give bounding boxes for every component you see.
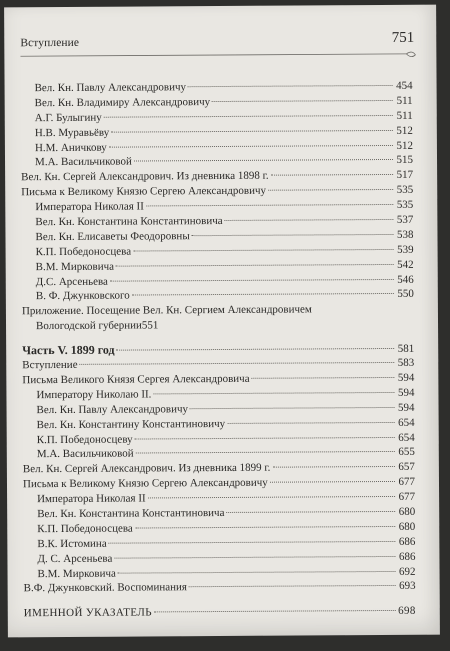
toc-entry-page: 654 [398,431,415,444]
toc-entry-page: 677 [398,476,416,489]
toc-entry-page: 680 [398,520,416,533]
toc-entry-index [24,604,416,621]
header-rule-ornament [20,51,416,61]
toc-entry-title: А.Г. Булыгину [34,111,102,124]
toc-leader-dots [110,279,394,282]
toc-leader-dots [271,174,393,176]
toc-entry-page: 535 [396,198,414,212]
toc-entry-title: Вел. Кн. Константина Константиновича [37,506,225,521]
toc-entry-title-cont: Вологодской губернии [35,319,142,333]
toc-entry-title: Д.С. Арсеньева [35,275,108,288]
toc-leader-dots [104,115,393,118]
toc-entry-page: 692 [398,565,416,578]
toc-entry-page: 654 [398,416,415,429]
toc-entry-page: 594 [397,371,415,384]
toc-leader-dots [132,293,394,296]
toc-leader-dots [272,466,394,468]
toc-leader-dots [118,570,396,573]
toc-leader-dots [148,496,395,499]
toc-leader-dots [252,377,395,379]
toc-entry-title: В.М. Мирковича [37,567,116,580]
toc-entry-title: В.Ф. Джунковский. Воспоминания [23,581,187,595]
toc-leader-dots [134,159,393,162]
toc-entry-page: 655 [398,446,415,459]
toc-entry-title: Вел. Кн. Владимиру Александровичу [34,95,211,110]
toc-entry-page: 515 [396,154,414,167]
toc-entry-title: Вел. Кн. Сергей Александрович. Из дневника 1898 г. [21,170,269,184]
toc-entry-title: В.К. Истомина [37,537,107,550]
toc-entry-title: Вел. Кн. Константина Константиновича [35,215,223,229]
toc-entry-page: 657 [398,461,415,474]
toc-entry-page: 594 [397,386,415,399]
toc-entry-page: 511 [396,94,413,107]
toc-leader-dots [135,436,395,439]
toc-entry-title: Вступление [22,358,78,372]
toc-entry-title: Императору Николаю II. [36,388,152,401]
toc-entry-page: 517 [396,169,414,182]
toc-entry-title: Императора Николая II [37,492,146,506]
toc-entry-page: 511 [396,109,413,122]
toc-entry-title: Императора Николая II [35,200,144,214]
toc-entry-page: 538 [396,228,414,241]
toc-leader-dots [153,392,394,394]
index-page: 698 [398,605,416,618]
toc-entry-page: 454 [396,79,413,92]
toc-entry-page: 677 [398,490,416,504]
toc-leader-dots [270,481,395,483]
toc-entry-page: 550 [397,288,414,301]
toc-leader-dots [154,610,396,612]
toc-entry-title: Приложение. Посещение Вел. Кн. Сергием Александровичем [21,303,312,318]
toc-entry-page: 535 [396,184,414,197]
toc-entry-title: Письма к Великому Князю Сергею Александровичу [21,184,267,199]
toc-leader-dots [212,100,393,102]
toc-leader-dots [135,526,395,529]
toc-section-part5 [22,356,415,597]
toc-leader-dots [146,204,393,207]
toc-entry-appendix [22,302,414,334]
toc-leader-dots [226,511,395,513]
toc-leader-dots [192,234,394,236]
toc-entry-page: 512 [396,124,413,137]
toc-entry-page: 551 [141,319,159,332]
toc-entry-title: Письма к Великому Князю Сергею Александровичу [22,476,268,491]
toc-entry-page: 546 [397,273,414,286]
toc-entry-title: Вел. Кн. Сергей Александрович. Из дневника 1899 г. [22,462,271,476]
toc-entry-page: 583 [397,356,415,369]
toc-leader-dots [188,85,393,87]
part-title: Часть V. 1899 год [22,342,115,358]
toc-entry-page: 594 [397,401,415,414]
toc-leader-dots [80,362,395,365]
toc-entry [24,579,416,596]
toc-leader-dots [225,219,394,221]
toc-leader-dots [190,407,395,409]
table-of-contents [21,79,416,622]
toc-entry-title: М.А. Васильчиковой [34,156,132,169]
index-title: ИМЕННОЙ УКАЗАТЕЛЬ [23,606,152,620]
toc-entry-page: 686 [398,535,416,548]
toc-entry-title: Вел. Кн. Павлу Александровичу [34,81,187,95]
toc-leader-dots [109,541,396,544]
toc-entry-title: Д. С. Арсеньева [37,552,113,565]
toc-entry-title: Н.В. Муравьёву [34,126,110,139]
toc-leader-dots [114,556,395,559]
toc-entry-page: 512 [396,139,413,152]
toc-leader-dots [189,585,396,587]
running-header [20,25,416,61]
part-page: 581 [397,342,415,356]
toc-entry-title: В. Ф. Джунковского [35,290,130,303]
toc-leader-dots [117,348,395,351]
toc-entry-page: 539 [397,243,414,256]
toc-entry-title: В.М. Мирковича [35,260,115,273]
toc-leader-dots [116,264,394,267]
toc-entry-title: Вел. Кн. Елисаветы Феодоровны [35,230,190,244]
toc-entry-page: 542 [397,258,414,271]
toc-leader-dots [227,422,395,424]
toc-entry-title: К.П. Победоносцева [37,522,133,535]
toc-entry-page: 693 [399,580,416,593]
toc-entry-title: Вел. Кн. Константину Константиновичу [36,417,226,431]
toc-entry-title: Вел. Кн. Павлу Александровичу [36,402,189,416]
toc-leader-dots [268,189,393,191]
toc-leader-dots [133,249,393,252]
toc-entry-page: 680 [398,505,416,518]
toc-entry-title: М.А. Васильчиковой [36,447,134,461]
toc-entry-title: Н.М. Аничкову [34,141,107,154]
book-page [4,5,440,638]
toc-leader-dots [109,145,393,148]
toc-leader-dots [136,451,395,454]
toc-entry-page: 686 [398,550,416,563]
header-section-title: Вступление [20,36,80,50]
toc-entry-title: К.П. Победоносцеву [36,433,133,446]
header-page-number: 751 [391,29,415,46]
toc-entry-title: К.П. Победоносцева [35,245,132,258]
toc-leader-dots [111,130,393,133]
toc-section-part4 [21,79,414,305]
toc-entry-title: Письма Великого Князя Сергея Александровича [22,372,250,387]
toc-entry-page: 537 [396,213,414,226]
